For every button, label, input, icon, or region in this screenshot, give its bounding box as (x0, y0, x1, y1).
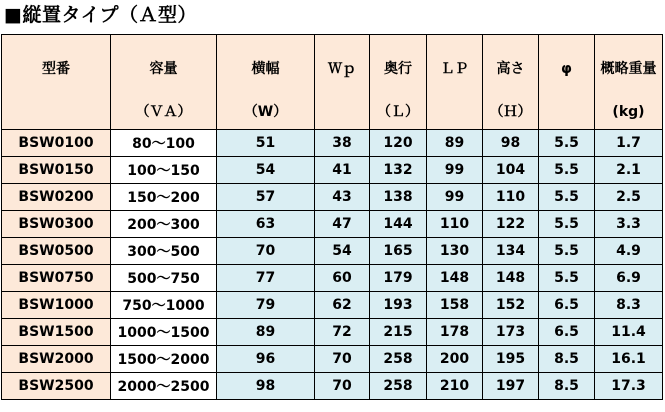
cell-capacity: 100～150 (111, 157, 217, 184)
cell-height: 104 (483, 157, 539, 184)
column-header-label: 奥行 (384, 61, 412, 77)
table-row (2, 319, 663, 346)
table-row (2, 373, 663, 400)
cell-height: 197 (483, 373, 539, 400)
cell-model: BSW0100 (2, 130, 111, 157)
cell-capacity: 1000～1500 (111, 319, 217, 346)
cell-weight: 3.3 (595, 211, 663, 238)
cell-model: BSW2000 (2, 346, 111, 373)
cell-lp: 99 (427, 157, 483, 184)
table-row (2, 130, 663, 157)
column-header-label: 横幅 (251, 61, 280, 77)
table-row (2, 292, 663, 319)
cell-model: BSW0750 (2, 265, 111, 292)
cell-depth: 258 (370, 373, 427, 400)
cell-weight: 2.1 (595, 157, 663, 184)
cell-width: 70 (217, 238, 315, 265)
cell-weight: 1.7 (595, 130, 663, 157)
cell-depth: 144 (370, 211, 427, 238)
cell-phi: 5.5 (539, 265, 595, 292)
table-row (2, 265, 663, 292)
cell-height: 110 (483, 184, 539, 211)
cell-model: BSW0150 (2, 157, 111, 184)
column-header-label: 容量 (149, 61, 178, 77)
column-header-label: Ｗｐ (328, 61, 356, 77)
cell-model: BSW0500 (2, 238, 111, 265)
cell-height: 173 (483, 319, 539, 346)
table-row (2, 157, 663, 184)
cell-depth: 120 (370, 130, 427, 157)
cell-lp: 158 (427, 292, 483, 319)
column-header-unit: (kg) (612, 104, 645, 120)
table-header (2, 35, 663, 130)
header-row (2, 35, 663, 130)
cell-capacity: 200～300 (111, 211, 217, 238)
spec-table (1, 34, 663, 400)
cell-lp: 89 (427, 130, 483, 157)
table-row (2, 184, 663, 211)
cell-capacity: 150～200 (111, 184, 217, 211)
column-header-lp (427, 35, 483, 130)
cell-wp: 60 (315, 265, 370, 292)
cell-depth: 138 (370, 184, 427, 211)
cell-wp: 70 (315, 373, 370, 400)
cell-wp: 47 (315, 211, 370, 238)
cell-phi: 5.5 (539, 211, 595, 238)
cell-lp: 210 (427, 373, 483, 400)
table-row (2, 238, 663, 265)
column-header-phi (539, 35, 595, 130)
table-body (2, 130, 663, 400)
column-header-unit: （Ｈ） (489, 104, 532, 120)
column-header-weight (595, 35, 663, 130)
cell-width: 98 (217, 373, 315, 400)
cell-phi: 5.5 (539, 238, 595, 265)
column-header-width (217, 35, 315, 130)
column-header-unit: （Ｌ） (377, 104, 419, 120)
cell-weight: 11.4 (595, 319, 663, 346)
cell-width: 57 (217, 184, 315, 211)
cell-wp: 38 (315, 130, 370, 157)
cell-phi: 8.5 (539, 373, 595, 400)
cell-wp: 43 (315, 184, 370, 211)
cell-model: BSW2500 (2, 373, 111, 400)
cell-weight: 4.9 (595, 238, 663, 265)
cell-capacity: 750～1000 (111, 292, 217, 319)
cell-height: 195 (483, 346, 539, 373)
cell-depth: 193 (370, 292, 427, 319)
column-header-height (483, 35, 539, 130)
column-header-label: 高さ (496, 61, 525, 77)
cell-depth: 179 (370, 265, 427, 292)
cell-depth: 258 (370, 346, 427, 373)
cell-weight: 17.3 (595, 373, 663, 400)
cell-phi: 6.5 (539, 292, 595, 319)
cell-width: 54 (217, 157, 315, 184)
cell-depth: 165 (370, 238, 427, 265)
table-row (2, 211, 663, 238)
cell-model: BSW0300 (2, 211, 111, 238)
column-header-unit: （ＶＡ） (135, 104, 192, 120)
cell-lp: 130 (427, 238, 483, 265)
cell-height: 148 (483, 265, 539, 292)
cell-phi: 5.5 (539, 184, 595, 211)
column-header-depth (370, 35, 427, 130)
column-header-label: ＬＰ (440, 61, 469, 77)
cell-lp: 200 (427, 346, 483, 373)
cell-width: 77 (217, 265, 315, 292)
cell-capacity: 500～750 (111, 265, 217, 292)
column-header-label: 概略重量 (600, 61, 657, 77)
cell-depth: 132 (370, 157, 427, 184)
cell-height: 122 (483, 211, 539, 238)
cell-phi: 5.5 (539, 157, 595, 184)
cell-wp: 70 (315, 346, 370, 373)
cell-model: BSW1500 (2, 319, 111, 346)
column-header-model (2, 35, 111, 130)
cell-weight: 16.1 (595, 346, 663, 373)
cell-width: 63 (217, 211, 315, 238)
column-header-label: 型番 (42, 61, 70, 77)
cell-height: 134 (483, 238, 539, 265)
cell-weight: 2.5 (595, 184, 663, 211)
cell-model: BSW0200 (2, 184, 111, 211)
cell-phi: 6.5 (539, 319, 595, 346)
cell-lp: 99 (427, 184, 483, 211)
cell-depth: 215 (370, 319, 427, 346)
cell-weight: 8.3 (595, 292, 663, 319)
column-header-unit: （W） (243, 104, 288, 120)
cell-width: 89 (217, 319, 315, 346)
cell-height: 98 (483, 130, 539, 157)
column-header-label: φ (561, 61, 572, 77)
cell-phi: 8.5 (539, 346, 595, 373)
cell-lp: 178 (427, 319, 483, 346)
column-header-capacity (111, 35, 217, 130)
cell-capacity: 300～500 (111, 238, 217, 265)
cell-width: 51 (217, 130, 315, 157)
cell-wp: 54 (315, 238, 370, 265)
cell-lp: 110 (427, 211, 483, 238)
cell-width: 79 (217, 292, 315, 319)
cell-wp: 41 (315, 157, 370, 184)
cell-capacity: 2000～2500 (111, 373, 217, 400)
cell-capacity: 80～100 (111, 130, 217, 157)
cell-model: BSW1000 (2, 292, 111, 319)
page-title: ■縦置タイプ（Ａ型） (4, 4, 198, 26)
cell-lp: 148 (427, 265, 483, 292)
cell-weight: 6.9 (595, 265, 663, 292)
cell-wp: 72 (315, 319, 370, 346)
cell-wp: 62 (315, 292, 370, 319)
cell-width: 96 (217, 346, 315, 373)
table-row (2, 346, 663, 373)
column-header-wp (315, 35, 370, 130)
cell-phi: 5.5 (539, 130, 595, 157)
cell-capacity: 1500～2000 (111, 346, 217, 373)
cell-height: 152 (483, 292, 539, 319)
